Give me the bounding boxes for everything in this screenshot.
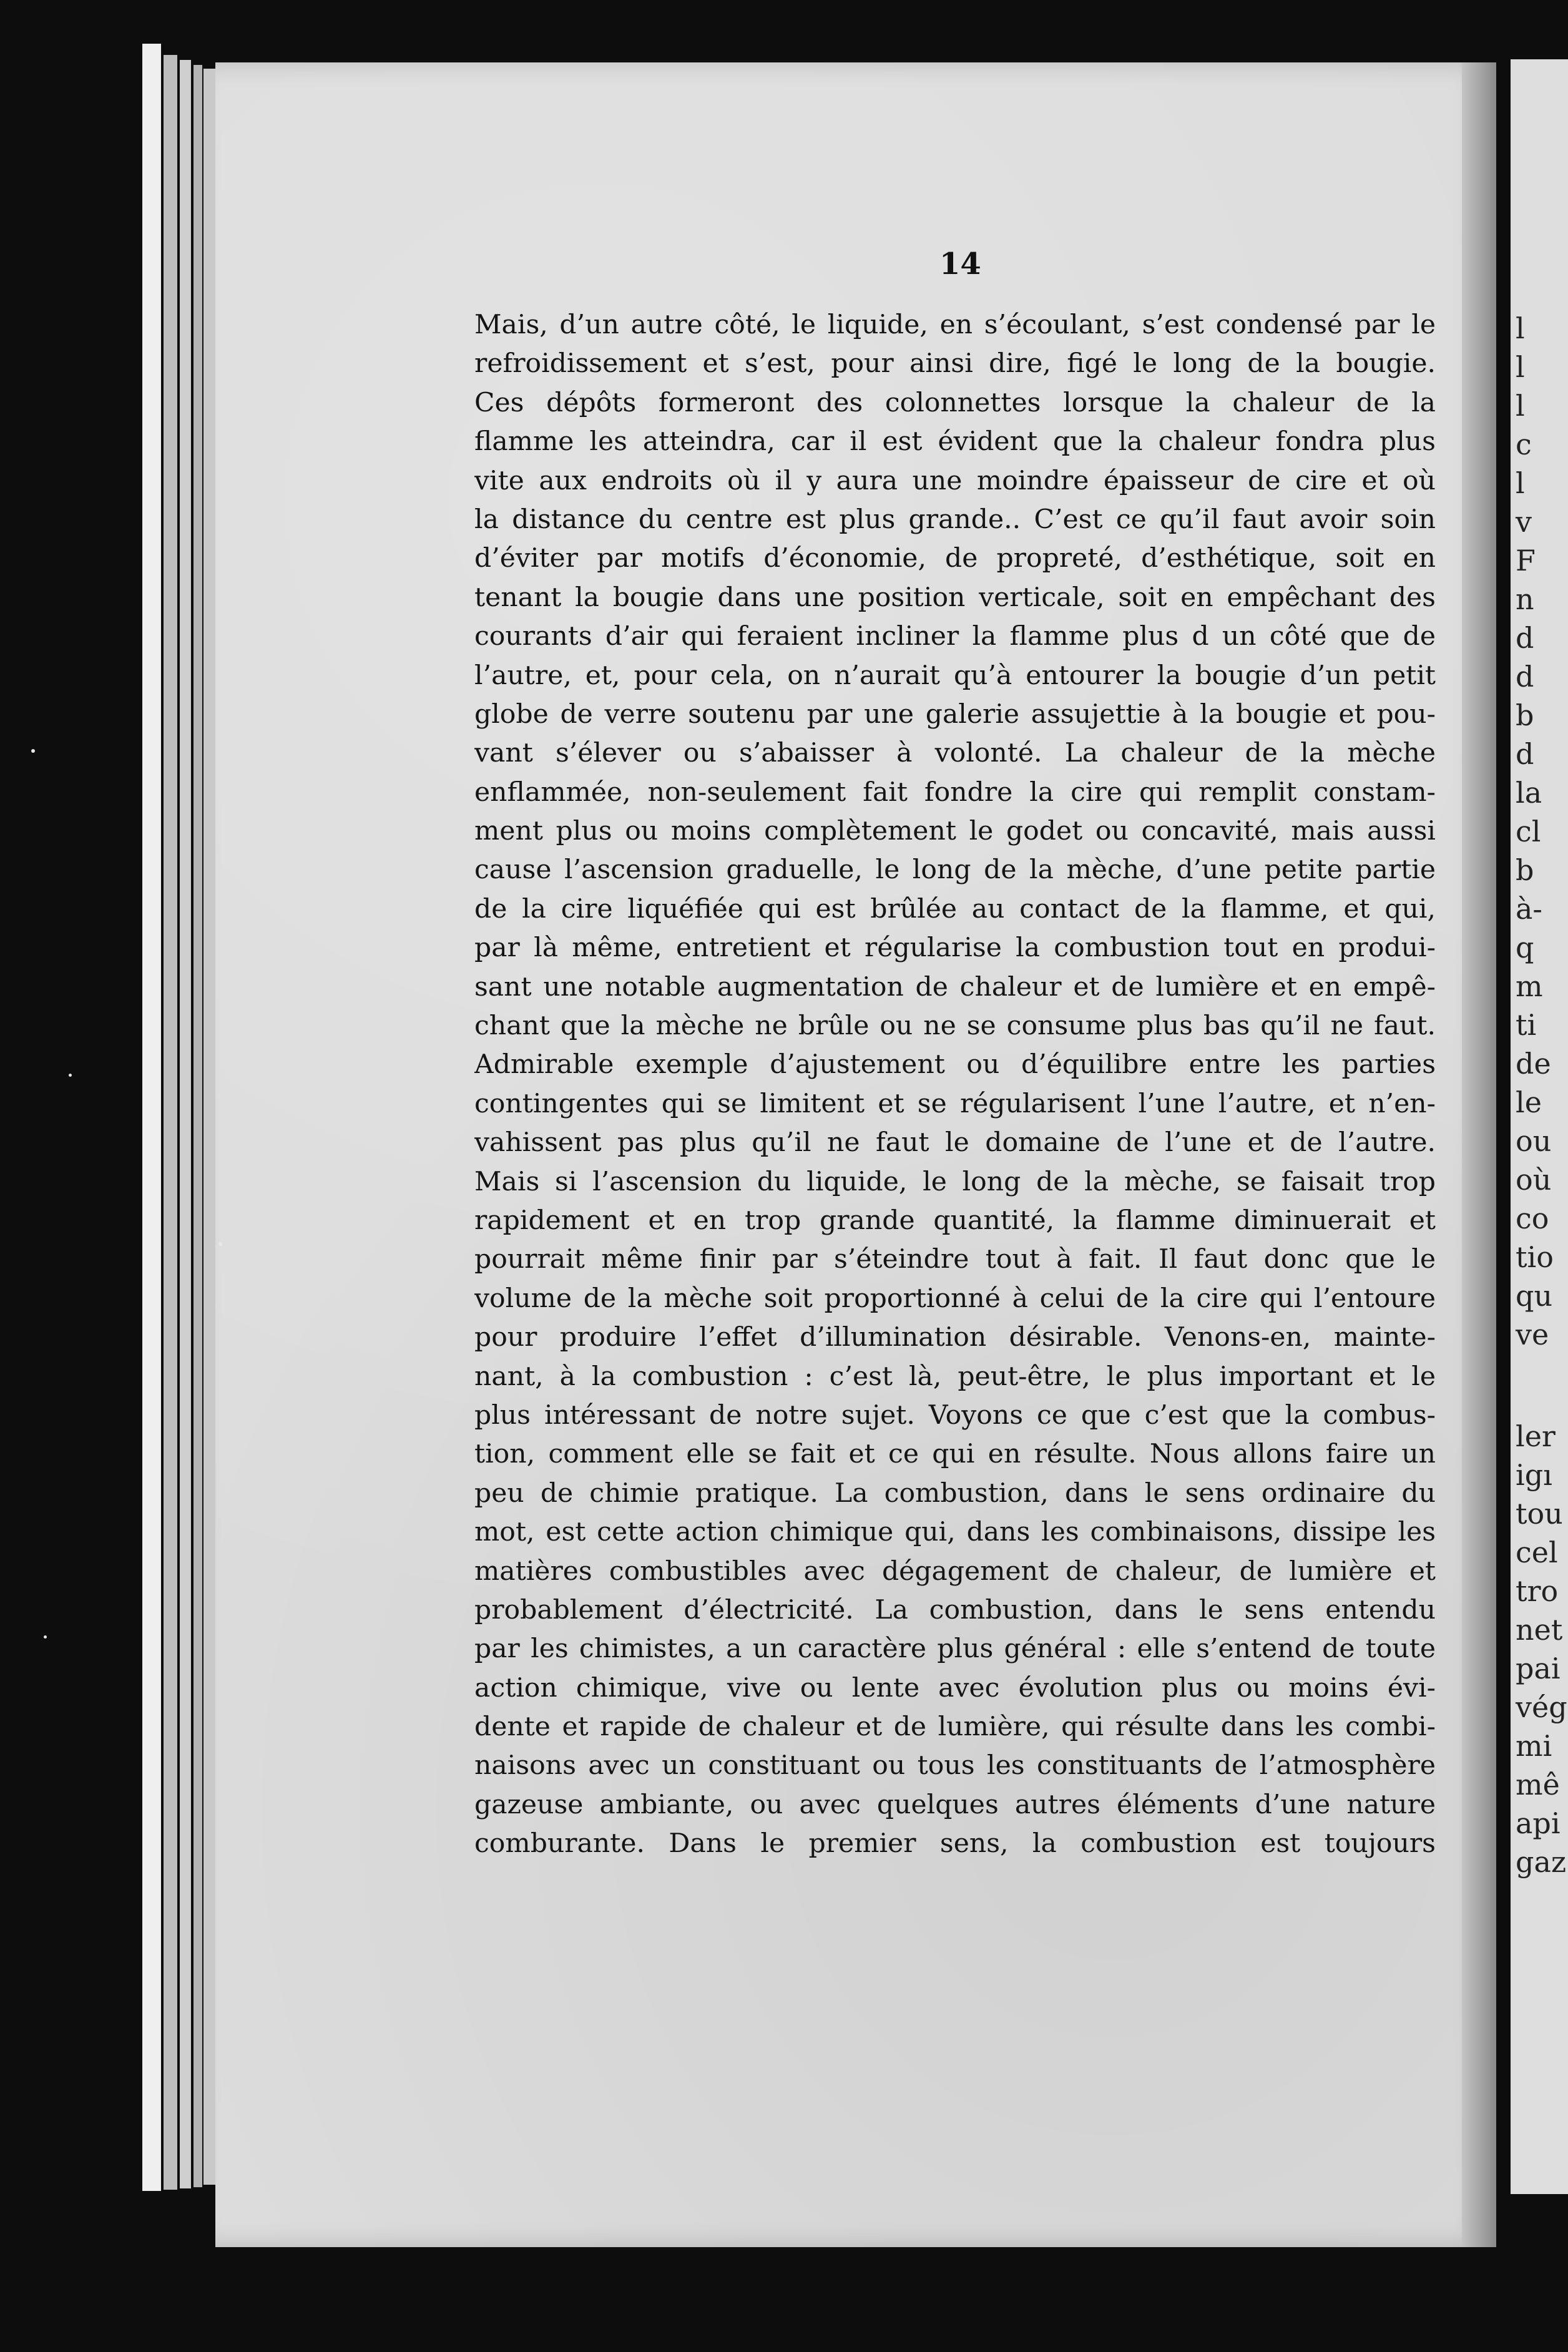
adjacent-page-line-fragment: gaz bbox=[1516, 1845, 1567, 1879]
adjacent-page-line-fragment: tou bbox=[1516, 1497, 1563, 1531]
adjacent-page-line-fragment: cl bbox=[1516, 815, 1541, 848]
text-line: Mais, d’un autre côté, le liquide, en s’écoulant, s’est condensé par le bbox=[474, 310, 1436, 340]
adjacent-page-line-fragment: d bbox=[1516, 737, 1534, 771]
text-line: tenant la bougie dans une position verticale, soit en empêchant des bbox=[474, 582, 1436, 613]
adjacent-page-line-fragment: d bbox=[1516, 660, 1534, 693]
text-line: la distance du centre est plus grande.. C’est ce qu’il faut avoir soin bbox=[474, 504, 1436, 535]
text-line: pourrait même finir par s’éteindre tout à fait. Il faut donc que le bbox=[474, 1244, 1436, 1275]
text-line: plus intéressant de notre sujet. Voyons ce que c’est que la combus- bbox=[474, 1399, 1436, 1431]
text-line: Ces dépôts formeront des colonnettes lorsque la chaleur de la bbox=[474, 387, 1436, 418]
text-line: par là même, entretient et régularise la combustion tout en produi- bbox=[474, 933, 1436, 964]
adjacent-page-line-fragment: le bbox=[1516, 1085, 1542, 1119]
adjacent-page-bottom-lines bbox=[1511, 1417, 1567, 1881]
adjacent-page-line-fragment: b bbox=[1516, 698, 1534, 732]
adjacent-page-line-fragment: igı bbox=[1516, 1458, 1552, 1492]
adjacent-page-line-fragment: co bbox=[1516, 1202, 1549, 1235]
page-stack-edge bbox=[164, 55, 177, 2190]
adjacent-page-line-fragment: mi bbox=[1516, 1729, 1552, 1763]
text-line: l’autre, et, pour cela, on n’aurait qu’à entourer la bougie d’un petit bbox=[474, 660, 1436, 691]
adjacent-page-line-fragment: ler bbox=[1516, 1419, 1556, 1453]
text-line: naisons avec un constituant ou tous les constituants de l’atmosphère bbox=[474, 1750, 1436, 1781]
adjacent-page-line-fragment: d bbox=[1516, 621, 1534, 655]
text-line: dente et rapide de chaleur et de lumière, qui résulte dans les combi- bbox=[474, 1712, 1436, 1743]
text-line: volume de la mèche soit proportionné à celui de la cire qui l’entoure bbox=[474, 1283, 1436, 1314]
text-line: sant une notable augmentation de chaleur et de lumière et en empê- bbox=[474, 971, 1436, 1002]
adjacent-page-line-fragment: l bbox=[1516, 311, 1525, 345]
text-line: tion, comment elle se fait et ce qui en résulte. Nous allons faire un bbox=[474, 1439, 1436, 1470]
text-line: enflammée, non-seulement fait fondre la cire qui remplit constam- bbox=[474, 777, 1436, 808]
scan-speck bbox=[218, 1242, 222, 1246]
page-stack-edge bbox=[142, 44, 161, 2191]
adjacent-page-line-fragment: vég bbox=[1516, 1690, 1567, 1724]
adjacent-page-line-fragment: v bbox=[1516, 505, 1532, 539]
text-line: Mais si l’ascension du liquide, le long de la mèche, se faisait trop bbox=[474, 1166, 1436, 1197]
text-line: par les chimistes, a un caractère plus général : elle s’entend de toute bbox=[474, 1634, 1436, 1665]
text-line: probablement d’électricité. La combustion, dans le sens entendu bbox=[474, 1594, 1436, 1625]
page-stack-edge bbox=[180, 60, 191, 2188]
adjacent-page-line-fragment: à- bbox=[1516, 892, 1542, 926]
page-stack-edge bbox=[194, 65, 202, 2187]
adjacent-page-line-fragment: l bbox=[1516, 389, 1525, 423]
adjacent-page-line-fragment: b bbox=[1516, 853, 1534, 887]
scan-speck bbox=[44, 1635, 47, 1639]
text-line: pour produire l’effet d’illumination désirable. Venons-en, mainte- bbox=[474, 1322, 1436, 1353]
adjacent-page-line-fragment: ti bbox=[1516, 1008, 1537, 1042]
adjacent-page-line-fragment: ou bbox=[1516, 1124, 1552, 1158]
adjacent-page-line-fragment: F bbox=[1516, 544, 1536, 577]
text-line: courants d’air qui feraient incliner la flamme plus d un côté que de bbox=[474, 621, 1436, 652]
adjacent-page-line-fragment: c bbox=[1516, 428, 1532, 461]
text-line: cause l’ascension graduelle, le long de la mèche, d’une petite partie bbox=[474, 855, 1436, 886]
adjacent-page-line-fragment: net bbox=[1516, 1613, 1563, 1647]
adjacent-page-line-fragment: où bbox=[1516, 1163, 1552, 1197]
adjacent-page-line-fragment: pai bbox=[1516, 1652, 1561, 1685]
text-line: vant s’élever ou s’abaisser à volonté. La chaleur de la mèche bbox=[474, 738, 1436, 769]
text-line: mot, est cette action chimique qui, dans les combinaisons, dissipe les bbox=[474, 1517, 1436, 1548]
text-line: rapidement et en trop grande quantité, la flamme diminuerait et bbox=[474, 1205, 1436, 1236]
adjacent-page-line-fragment: q bbox=[1516, 931, 1534, 964]
text-line: action chimique, vive ou lente avec évolution plus ou moins évi- bbox=[474, 1672, 1436, 1703]
text-line: globe de verre soutenu par une galerie assujettie à la bougie et pou- bbox=[474, 698, 1436, 730]
text-line: Admirable exemple d’ajustement ou d’équilibre entre les parties bbox=[474, 1049, 1436, 1080]
text-line: vahissent pas plus qu’il ne faut le domaine de l’une et de l’autre. bbox=[474, 1127, 1436, 1159]
text-line: chant que la mèche ne brûle ou ne se consume plus bas qu’il ne faut. bbox=[474, 1011, 1436, 1042]
adjacent-page-line-fragment: m bbox=[1516, 969, 1543, 1003]
adjacent-page-line-fragment: api bbox=[1516, 1806, 1561, 1840]
adjacent-page-line-fragment: tio bbox=[1516, 1240, 1554, 1274]
adjacent-page-line-fragment: l bbox=[1516, 350, 1525, 384]
text-line: de la cire liquéfiée qui est brûlée au contact de la flamme, et qui, bbox=[474, 893, 1436, 924]
page-binding-shadow bbox=[1462, 62, 1496, 2247]
page-stack-edge bbox=[203, 69, 216, 2185]
adjacent-page-line-fragment: de bbox=[1516, 1047, 1551, 1080]
adjacent-page-line-fragment: mê bbox=[1516, 1768, 1560, 1801]
adjacent-page-line-fragment: l bbox=[1516, 466, 1525, 500]
adjacent-page-line-fragment: ve bbox=[1516, 1318, 1549, 1351]
adjacent-page-line-fragment: la bbox=[1516, 776, 1542, 810]
text-line: matières combustibles avec dégagement de chaleur, de lumière et bbox=[474, 1556, 1436, 1587]
adjacent-page-line-fragment: n bbox=[1516, 582, 1534, 616]
adjacent-page-top-lines bbox=[1511, 309, 1554, 1354]
text-line: d’éviter par motifs d’économie, de propreté, d’esthétique, soit en bbox=[474, 543, 1436, 574]
adjacent-page-fragment bbox=[1511, 59, 1568, 2194]
scan-speck bbox=[31, 749, 35, 753]
text-line: vite aux endroits où il y aura une moindre épaisseur de cire et où bbox=[474, 465, 1436, 496]
scan-speck bbox=[69, 1074, 72, 1077]
text-line: flamme les atteindra, car il est évident que la chaleur fondra plus bbox=[474, 426, 1436, 458]
text-line: refroidissement et s’est, pour ainsi dire, figé le long de la bougie. bbox=[474, 348, 1436, 380]
adjacent-page-line-fragment: tro bbox=[1516, 1574, 1559, 1608]
adjacent-page-line-fragment: qu bbox=[1516, 1279, 1553, 1313]
text-line: comburante. Dans le premier sens, la combustion est toujours bbox=[474, 1828, 1436, 1860]
text-line: gazeuse ambiante, ou avec quelques autres éléments d’une nature bbox=[474, 1789, 1436, 1820]
body-text bbox=[474, 306, 1436, 1864]
text-line: ment plus ou moins complètement le godet ou concavité, mais aussi bbox=[474, 816, 1436, 847]
adjacent-page-line-fragment: cel bbox=[1516, 1536, 1558, 1569]
text-line: contingentes qui se limitent et se régularisent l’une l’autre, et n’en- bbox=[474, 1088, 1436, 1119]
page-number: 14 bbox=[939, 247, 981, 282]
text-line: nant, à la combustion : c’est là, peut-être, le plus important et le bbox=[474, 1361, 1436, 1392]
text-line: peu de chimie pratique. La combustion, dans le sens ordinaire du bbox=[474, 1477, 1436, 1509]
